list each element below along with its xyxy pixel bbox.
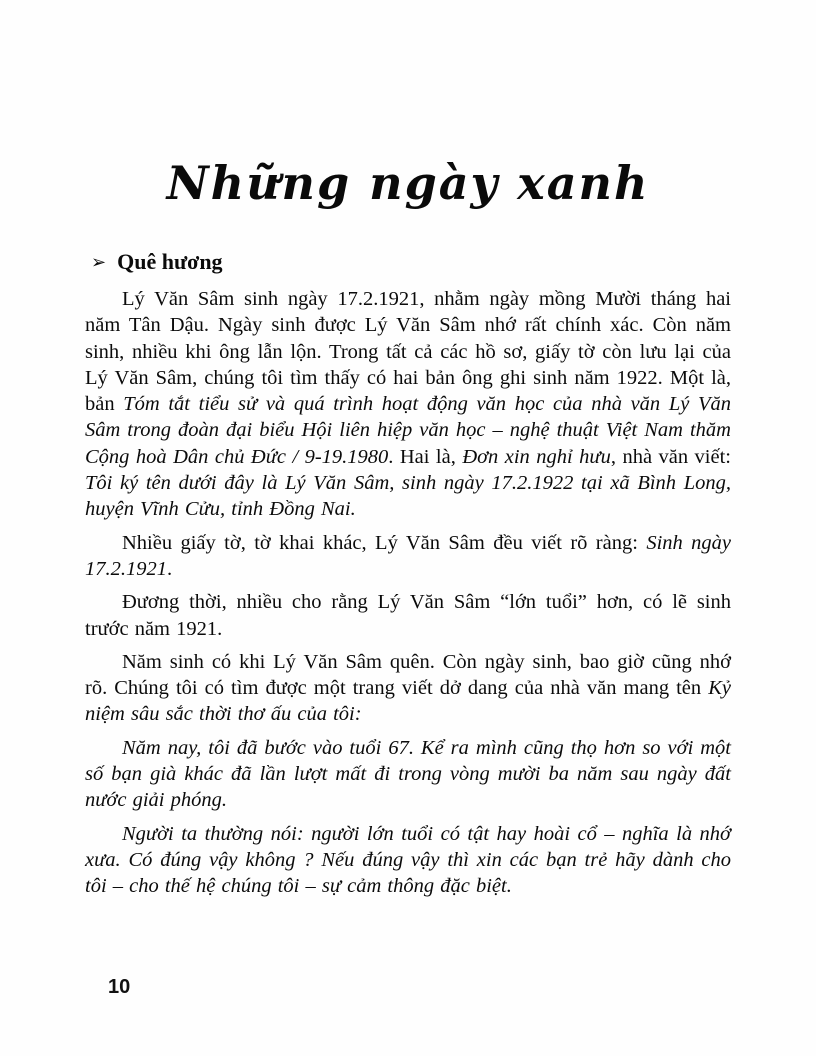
- section-heading-label: Quê hương: [117, 249, 223, 274]
- paragraph: Người ta thường nói: người lớn tuổi có tật hay hoài cổ – nghĩa là nhớ xưa. Có đúng vậy không ? Nếu đúng vậy thì xin các bạn trẻ hãy dành cho tôi – cho thế hệ chúng tôi – sự cảm thông đặc biệt.: [85, 822, 731, 898]
- arrowhead-bullet-icon: ➢: [91, 252, 107, 273]
- paragraph: Nhiều giấy tờ, tờ khai khác, Lý Văn Sâm đều viết rõ ràng: Sinh ngày 17.2.1921.: [85, 531, 731, 580]
- page-number: 10: [108, 976, 131, 998]
- text-block: [85, 249, 731, 907]
- paragraph: Năm sinh có khi Lý Văn Sâm quên. Còn ngày sinh, bao giờ cũng nhớ rõ. Chúng tôi có tìm được một trang viết dở dang của nhà văn mang tên Kỷ niệm sâu sắc thời thơ ấu của tôi:: [85, 650, 731, 726]
- page-title: Những ngày xanh: [166, 156, 650, 210]
- paragraph: Đương thời, nhiều cho rằng Lý Văn Sâm “lớn tuổi” hơn, có lẽ sinh trước năm 1921.: [85, 591, 731, 640]
- paragraphs: [85, 286, 731, 900]
- section-heading: [85, 249, 731, 275]
- paragraph: Lý Văn Sâm sinh ngày 17.2.1921, nhằm ngày mồng Mười tháng hai năm Tân Dậu. Ngày sinh được Lý Văn Sâm nhớ rất chính xác. Còn năm sinh, nhiều khi ông lẫn lộn. Trong tất cả các hồ sơ, giấy tờ còn lưu lại của Lý Văn Sâm, chúng tôi tìm thấy có hai bản ông ghi sinh năm 1922. Một là, bản Tóm tắt tiểu sử và quá trình hoạt động văn học của nhà văn Lý Văn Sâm trong đoàn đại biểu Hội liên hiệp văn học – nghệ thuật Việt Nam thăm Cộng hoà Dân chủ Đức / 9-19.1980. Hai là, Đơn xin nghỉ hưu, nhà văn viết: Tôi ký tên dưới đây là Lý Văn Sâm, sinh ngày 17.2.1922 tại xã Bình Long, huyện Vĩnh Cửu, tỉnh Đồng Nai.: [85, 288, 731, 521]
- paragraph: Năm nay, tôi đã bước vào tuổi 67. Kể ra mình cũng thọ hơn so với một số bạn già khác đã lần lượt mất đi trong vòng mười ba năm sau ngày đất nước giải phóng.: [85, 736, 731, 812]
